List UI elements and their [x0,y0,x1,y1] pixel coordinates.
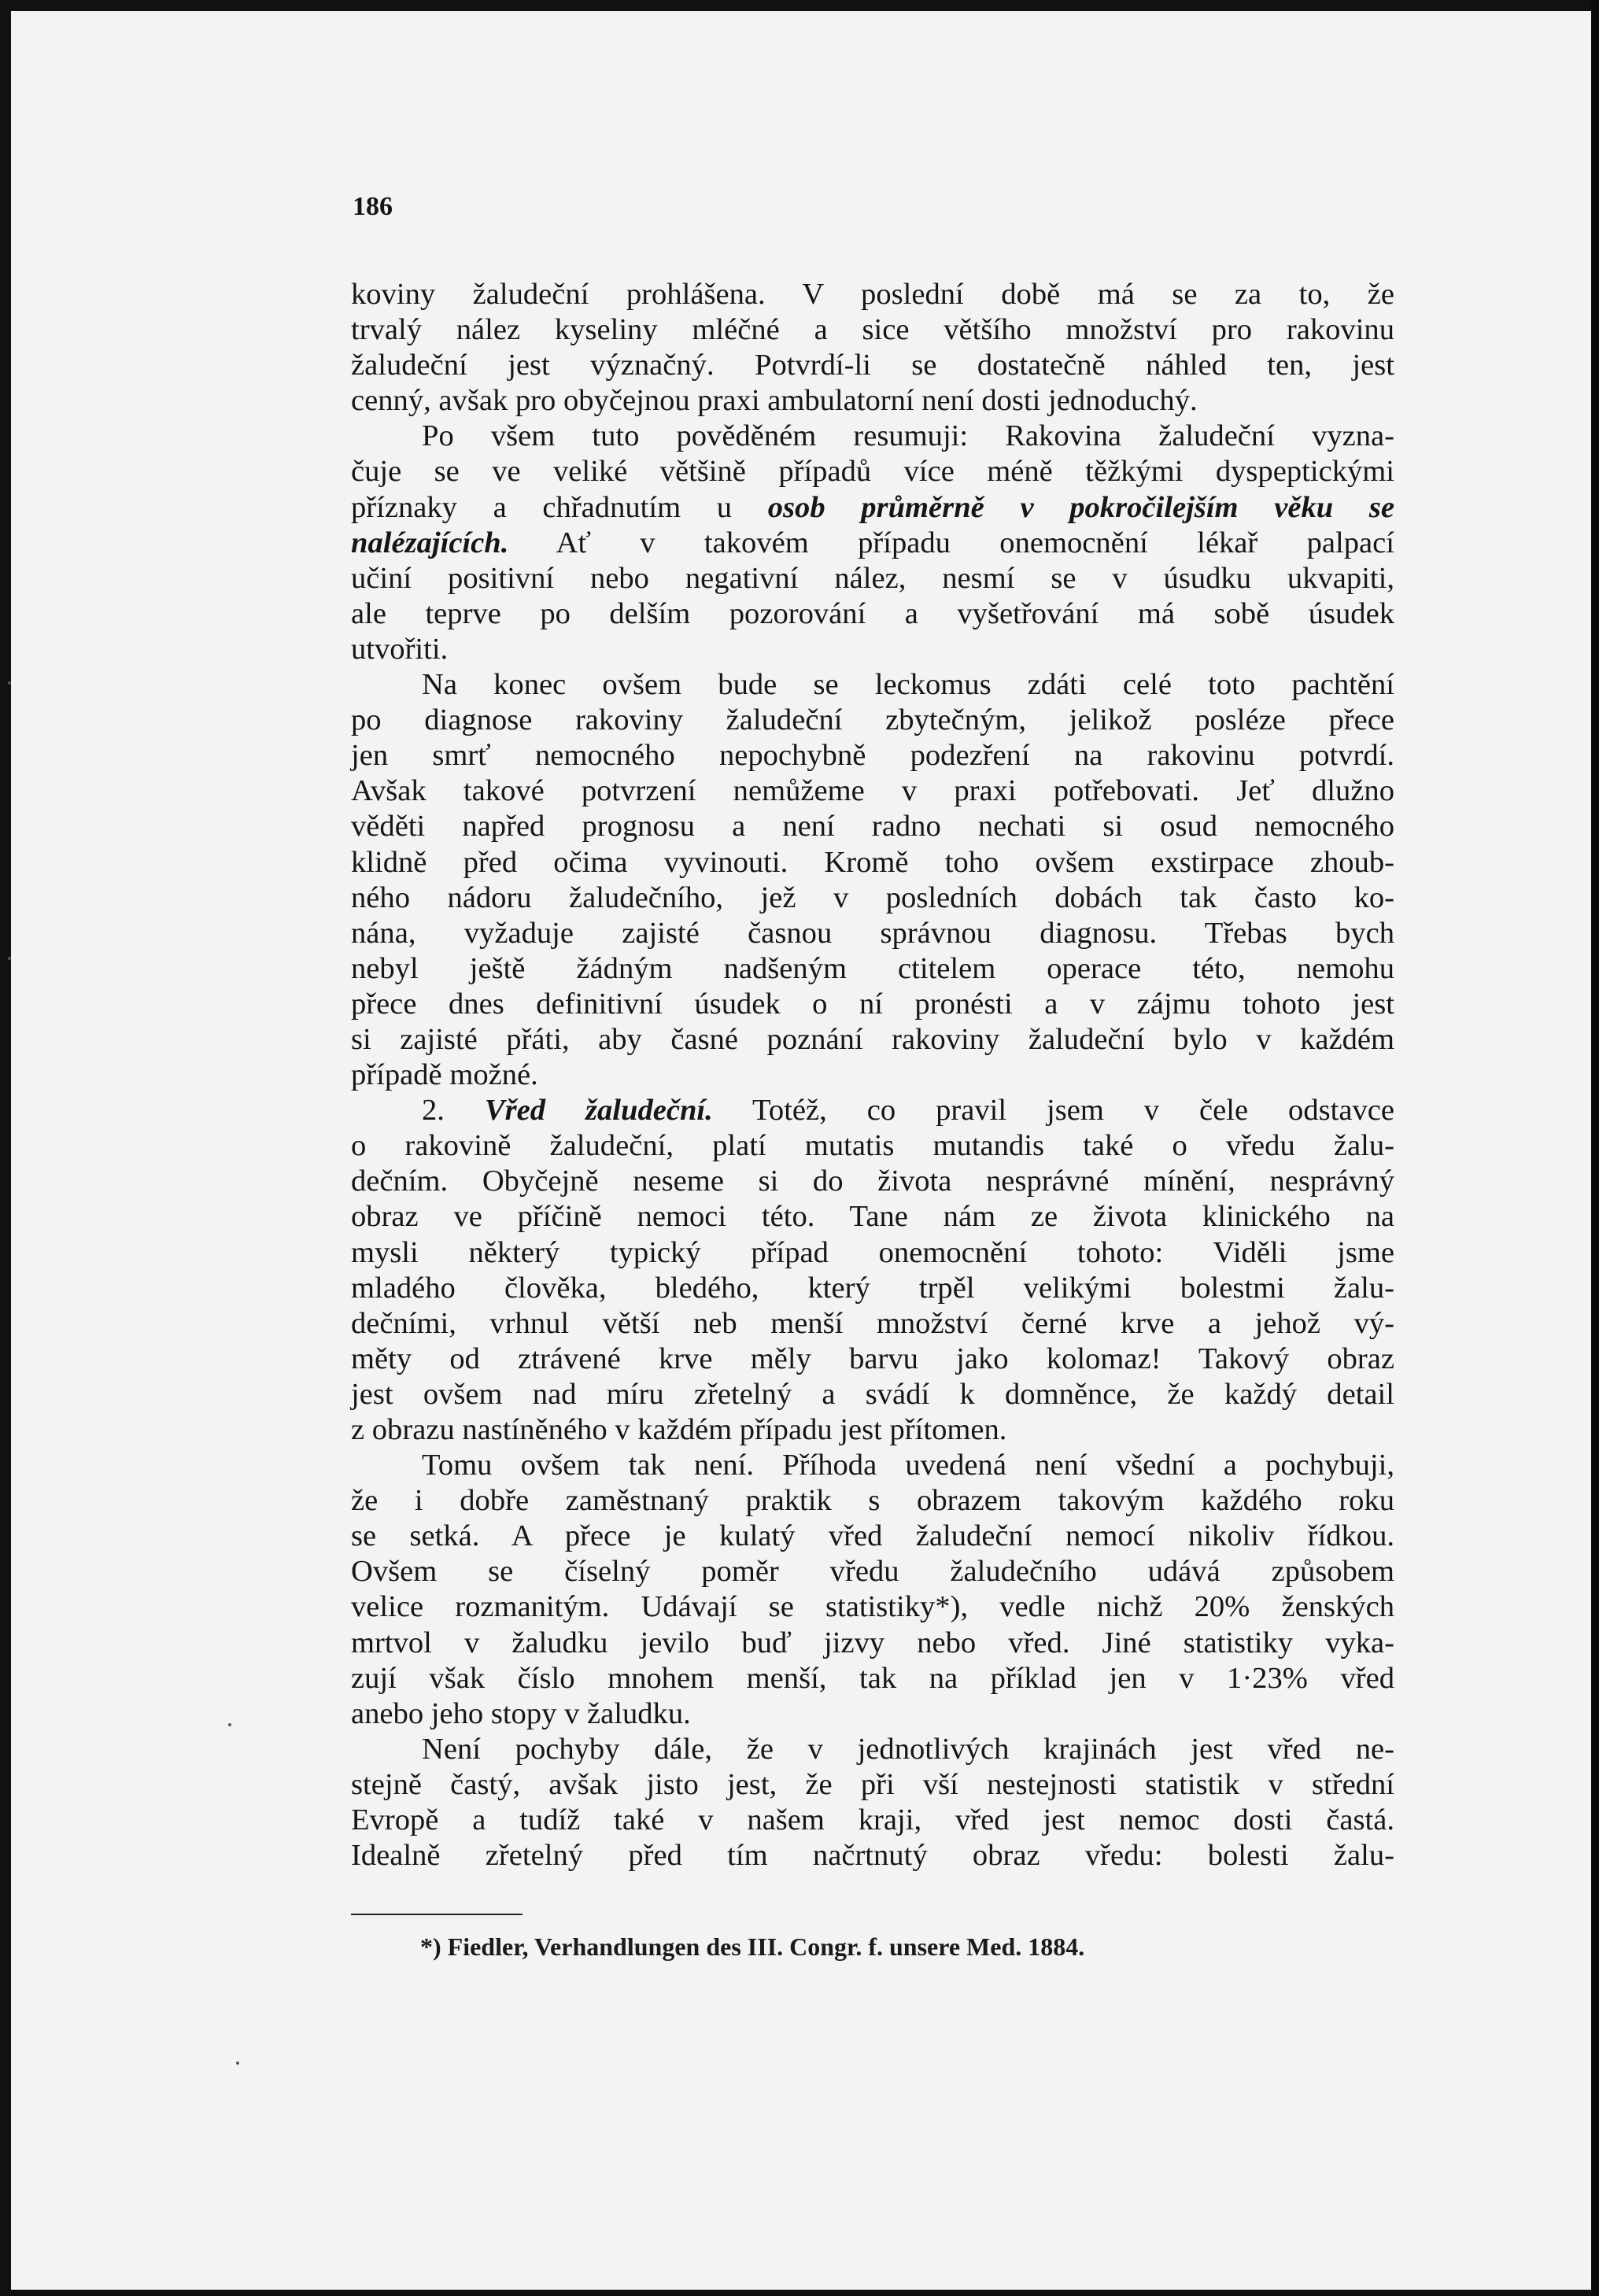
text-run: obraz ve příčině nemoci této. Tane nám ze života klinického na [351,1200,1394,1234]
text-line [351,1838,1394,1873]
text-run: Po všem tuto pověděném resumuji: Rakovina žaludeční vyzna- [422,419,1394,453]
text-line [351,1199,1394,1235]
text-run: nána, vyžaduje zajisté časnou správnou diagnosu. Třebas bych [351,916,1394,950]
text-line [351,1306,1394,1342]
text-run: Avšak takové potvrzení nemůžeme v praxi potřebovati. Jeť dlužno [351,774,1394,808]
text-run: mrtvol v žaludku jevilo buď jizvy nebo vřed. Jiné statistiky vyka- [351,1626,1394,1659]
text-run: se setká. A přece je kulatý vřed žaludeční nemocí nikoliv řídkou. [351,1519,1394,1553]
italic-text: Vřed žaludeční. [484,1094,713,1128]
scan-edge-shadow [1591,0,1599,2296]
text-line [351,1412,1394,1448]
text-line [351,916,1394,951]
text-line [351,632,1394,667]
text-line [351,1022,1394,1058]
text-run: Idealně zřetelný před tím načrtnutý obraz vředu: bolesti žalu- [351,1839,1394,1873]
text-line [351,526,1394,561]
text-run: anebo jeho stopy v žaludku. [351,1696,691,1730]
text-line [351,773,1394,809]
footnote-rule [351,1914,523,1915]
text-line [351,703,1394,738]
text-run: ného nádoru žaludečního, jež v posledních dobách tak často ko- [351,880,1394,914]
italic-text: osob průměrně v pokročilejším věku se [767,490,1395,524]
text-run: Není pochyby dále, že v jednotlivých krajinách jest vřed ne- [422,1732,1394,1766]
text-run: čuje se ve veliké většině případů více méně těžkými dyspeptickými [351,455,1394,489]
body-text [351,277,1394,1873]
scan-speck [236,2062,239,2065]
text-line [351,1589,1394,1625]
text-run: cenný, avšak pro obyčejnou praxi ambulatorní není dosti jednoduchý. [351,384,1198,418]
text-run: nebyl ještě žádným nadšeným ctitelem operace této, nemohu [351,951,1394,985]
text-run: mysli některý typický případ onemocnění tohoto: Viděli jsme [351,1235,1394,1269]
text-line [351,809,1394,844]
text-line [351,383,1394,419]
text-run: žaludeční jest význačný. Potvrdí-li se dostatečně náhled ten, jest [351,349,1394,382]
text-line [351,1732,1394,1767]
text-run: klidně před očima vyvinouti. Kromě toho ovšem exstirpace zhoub- [351,845,1394,879]
text-line [351,348,1394,383]
text-line [351,1058,1394,1093]
text-run: Tomu ovšem tak není. Příhoda uvedená není všední a pochybuji, [422,1449,1394,1482]
text-line [351,880,1394,916]
text-line [351,1803,1394,1838]
text-run: přece dnes definitivní úsudek o ní pronésti a v zájmu tohoto jest [351,987,1394,1021]
text-run: případě možné. [351,1058,538,1092]
text-run: velice rozmanitým. Udávají se statistiky*), vedle nichž 20% ženských [351,1590,1394,1624]
text-line [351,454,1394,489]
text-run: koviny žaludeční prohlášena. V poslední době má se za to, že [351,278,1394,311]
text-line [351,1271,1394,1306]
text-run: stejně častý, avšak jisto jest, že při vší nestejnosti statistik v střední [351,1767,1394,1801]
text-run: Evropě a tudíž také v našem kraji, vřed jest nemoc dosti častá. [351,1803,1394,1837]
text-line [351,1377,1394,1412]
text-line [351,1554,1394,1589]
text-run: mladého člověka, bledého, který trpěl velikými bolestmi žalu- [351,1271,1394,1305]
text-line [351,667,1394,703]
italic-text: nalézajících. [351,526,509,559]
text-line [351,1093,1394,1128]
text-run: věděti napřed prognosu a není radno nechati si osud nemocného [351,810,1394,843]
text-line [351,277,1394,312]
scan-speck [8,957,11,960]
text-run: zují však číslo mnohem menší, tak na příklad jen v 1·23% vřed [351,1661,1394,1695]
text-run: trvalý nález kyseliny mléčné a sice většího množství pro rakovinu [351,313,1394,347]
text-run: 2. [422,1094,485,1128]
scan-speck [8,681,11,685]
text-run: že i dobře zaměstnaný praktik s obrazem takovým každého roku [351,1484,1394,1518]
text-line [351,951,1394,987]
text-line [351,312,1394,348]
text-run: Ať v takovém případu onemocnění lékař palpací [508,526,1394,559]
text-run: příznaky a chřadnutím u [351,490,768,524]
text-line [351,490,1394,526]
text-run: Ovšem se číselný poměr vředu žaludečního udává způsobem [351,1555,1394,1589]
text-run: měty od ztrávené krve měly barvu jako kolomaz! Takový obraz [351,1342,1394,1375]
text-line [351,987,1394,1022]
text-line [351,1235,1394,1271]
text-run: jest ovšem nad míru zřetelný a svádí k domněnce, že každý detail [351,1377,1394,1411]
text-line [351,1164,1394,1199]
text-run: dečním. Obyčejně neseme si do života nesprávné mínění, nesprávný [351,1165,1394,1198]
text-run: ale teprve po delším pozorování a vyšetřování má sobě úsudek [351,596,1394,630]
text-line [351,738,1394,773]
text-run: utvořiti. [351,632,449,666]
text-line [351,1448,1394,1483]
text-run: o rakovině žaludeční, platí mutatis mutandis také o vředu žalu- [351,1129,1394,1163]
text-run: po diagnose rakoviny žaludeční zbytečným, jelikož posléze přece [351,703,1394,737]
text-line [351,1483,1394,1519]
page-number: 186 [353,192,393,221]
text-line [351,1626,1394,1661]
text-line [351,845,1394,880]
text-run: z obrazu nastíněného v každém případu jest přítomen. [351,1413,1007,1446]
text-line [351,1342,1394,1377]
text-line [351,1767,1394,1803]
footnote: *) Fiedler, Verhandlungen des III. Congr. f. unsere Med. 1884. [420,1932,1085,1961]
text-line [351,1696,1394,1732]
text-line [351,1519,1394,1554]
text-line [351,596,1394,632]
text-line [351,419,1394,454]
text-run: Na konec ovšem bude se leckomus zdáti celé toto pachtění [422,668,1394,702]
text-line [351,1661,1394,1696]
text-line [351,1128,1394,1164]
scan-speck [228,1723,231,1726]
text-run: učiní positivní nebo negativní nález, nesmí se v úsudku ukvapiti, [351,561,1394,595]
text-line [351,561,1394,596]
text-run: dečními, vrhnul větší neb menší množství černé krve a jehož vý- [351,1306,1394,1340]
text-run: si zajisté přáti, aby časné poznání rakoviny žaludeční bylo v každém [351,1022,1394,1056]
text-run: Totéž, co pravil jsem v čele odstavce [712,1094,1394,1128]
text-run: jen smrť nemocného nepochybně podezření na rakovinu potvrdí. [351,739,1394,773]
